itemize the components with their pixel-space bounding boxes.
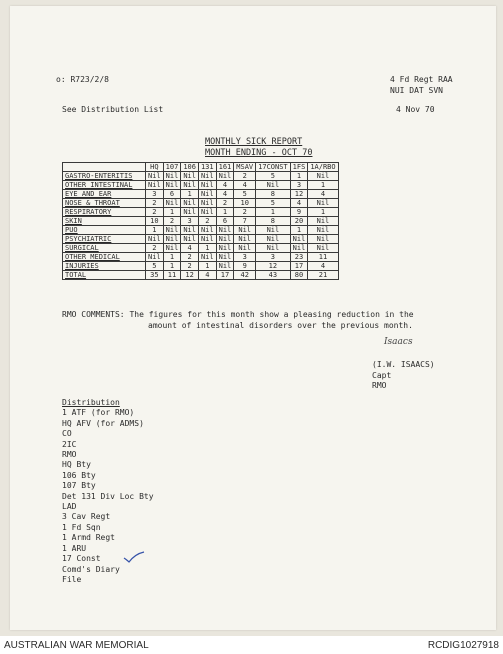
table-cell: 11 <box>163 271 181 280</box>
table-cell: 6 <box>163 190 181 199</box>
table-cell: Nil <box>146 181 164 190</box>
table-cell: 1 <box>308 208 338 217</box>
table-cell: 2 <box>216 199 234 208</box>
table-cell: 1 <box>198 262 216 271</box>
table-row <box>63 208 339 217</box>
table-cell: Nil <box>216 253 234 262</box>
document-date: 4 Nov 70 <box>396 105 435 114</box>
table-cell: Nil <box>181 199 199 208</box>
table-cell: 4 <box>308 262 338 271</box>
signatory-rank: Capt <box>372 371 392 380</box>
distribution-item: CO <box>62 429 72 439</box>
comments-line-2: amount of intestinal disorders over the previous month. <box>148 321 413 330</box>
table-cell: 2 <box>146 244 164 253</box>
table-cell: Nil <box>163 244 181 253</box>
table-cell: Nil <box>163 226 181 235</box>
table-cell: Nil <box>308 172 338 181</box>
distribution-item: RMO <box>62 450 77 460</box>
file-reference: o: R723/2/8 <box>56 75 109 84</box>
table-row <box>63 226 339 235</box>
table-cell: 3 <box>290 181 308 190</box>
table-row <box>63 253 339 262</box>
archive-footer <box>0 636 503 654</box>
distribution-item: 3 Cav Regt <box>62 512 111 522</box>
table-cell: 1 <box>181 190 199 199</box>
column-header: 17CONST <box>256 163 291 172</box>
table-cell: 3 <box>234 253 256 262</box>
distribution-item: 106 Bty <box>62 470 96 480</box>
table-cell: Nil <box>198 181 216 190</box>
report-title: MONTHLY SICK REPORT <box>205 137 303 147</box>
table-cell: Nil <box>163 181 181 190</box>
table-cell: 11 <box>308 253 338 262</box>
table-cell: Nil <box>181 208 199 217</box>
distribution-item: 1 ATF (for RMO) <box>62 408 135 418</box>
table-cell: Nil <box>234 226 256 235</box>
table-cell: Nil <box>216 244 234 253</box>
table-cell: Nil <box>308 217 338 226</box>
table-row <box>63 181 339 190</box>
table-cell: 17 <box>290 262 308 271</box>
table-cell: 17 <box>216 271 234 280</box>
distribution-item: HQ AFV (for ADMS) <box>62 418 144 428</box>
table-cell: 4 <box>198 271 216 280</box>
table-cell: 5 <box>146 262 164 271</box>
table-cell: Nil <box>198 208 216 217</box>
table-cell: 10 <box>146 217 164 226</box>
table-cell: Nil <box>198 190 216 199</box>
table-cell: 4 <box>216 190 234 199</box>
distribution-item: Det 131 Div Loc Bty <box>62 491 154 501</box>
table-cell: Nil <box>308 199 338 208</box>
column-header: 1A/RBO <box>308 163 338 172</box>
table-cell: Nil <box>146 235 164 244</box>
table-cell: 1 <box>290 172 308 181</box>
table-cell: Nil <box>256 181 291 190</box>
table-cell: 8 <box>256 190 291 199</box>
row-category: SURGICAL <box>63 244 146 253</box>
table-cell: 4 <box>308 190 338 199</box>
unit-line-1: 4 Fd Regt RAA <box>390 75 453 84</box>
rmo-comments <box>62 309 414 331</box>
table-cell: Nil <box>234 235 256 244</box>
distribution-item: 1 Armd Regt <box>62 533 115 543</box>
table-cell: Nil <box>181 226 199 235</box>
column-header: 1FS <box>290 163 308 172</box>
table-cell: 4 <box>181 244 199 253</box>
table-cell: 5 <box>234 190 256 199</box>
unit-line-2: NUI DAT SVN <box>390 86 443 95</box>
archive-record-id: RCDIG1027918 <box>427 640 499 651</box>
table-row <box>63 244 339 253</box>
table-cell: 2 <box>198 217 216 226</box>
column-header: HQ <box>146 163 164 172</box>
table-cell: 2 <box>146 208 164 217</box>
row-category: GASTRO-ENTERITIS <box>63 172 146 181</box>
table-cell: 1 <box>198 244 216 253</box>
table-cell: Nil <box>163 199 181 208</box>
table-cell: 12 <box>181 271 199 280</box>
column-header: MSAV <box>234 163 256 172</box>
table-cell: 1 <box>163 253 181 262</box>
table-cell: 4 <box>216 181 234 190</box>
table-cell: Nil <box>216 226 234 235</box>
table-cell: Nil <box>256 235 291 244</box>
table-cell: 8 <box>256 217 291 226</box>
table-cell: 12 <box>290 190 308 199</box>
table-cell: 2 <box>234 208 256 217</box>
table-cell: Nil <box>198 199 216 208</box>
check-mark-icon <box>123 551 145 563</box>
table-cell: 4 <box>290 199 308 208</box>
column-header: 131 <box>198 163 216 172</box>
table-cell: 1 <box>256 208 291 217</box>
comments-label: RMO COMMENTS: <box>62 310 125 319</box>
table-row <box>63 172 339 181</box>
table-cell: Nil <box>216 172 234 181</box>
column-header: 106 <box>181 163 199 172</box>
distribution-item: 2IC <box>62 439 77 449</box>
table-cell: 2 <box>163 217 181 226</box>
table-cell: 7 <box>234 217 256 226</box>
row-category: EYE AND EAR <box>63 190 146 199</box>
table-cell: 2 <box>146 199 164 208</box>
distribution-item: 1 ARU <box>62 543 87 553</box>
table-cell: 1 <box>308 181 338 190</box>
table-cell: 6 <box>216 217 234 226</box>
table-cell: 1 <box>216 208 234 217</box>
row-category: INJURIES <box>63 262 146 271</box>
row-category: OTHER MEDICAL <box>63 253 146 262</box>
column-header <box>63 163 146 172</box>
table-cell: 4 <box>234 181 256 190</box>
distribution-item: 17 Const <box>62 554 101 564</box>
table-cell: 42 <box>234 271 256 280</box>
table-row <box>63 217 339 226</box>
table-cell: Nil <box>308 235 338 244</box>
table-cell: Nil <box>216 235 234 244</box>
row-category: OTHER INTESTINAL <box>63 181 146 190</box>
table-cell: 43 <box>256 271 291 280</box>
table-cell: 3 <box>181 217 199 226</box>
table-cell: Nil <box>256 244 291 253</box>
table-cell: 23 <box>290 253 308 262</box>
table-cell: Nil <box>198 253 216 262</box>
table-cell: Nil <box>146 253 164 262</box>
table-cell: 3 <box>146 190 164 199</box>
table-cell: Nil <box>163 235 181 244</box>
table-cell: Nil <box>181 181 199 190</box>
table-header-row <box>63 163 339 172</box>
table-cell: Nil <box>146 172 164 181</box>
row-category: TOTAL <box>63 271 146 280</box>
table-cell: 21 <box>308 271 338 280</box>
comments-line-1: The figures for this month show a pleasing reduction in the <box>129 310 414 319</box>
table-cell: 1 <box>290 226 308 235</box>
table-cell: 12 <box>256 262 291 271</box>
row-category: SKIN <box>63 217 146 226</box>
table-cell: 80 <box>290 271 308 280</box>
table-row <box>63 271 339 280</box>
table-cell: Nil <box>163 172 181 181</box>
table-cell: Nil <box>308 244 338 253</box>
table-cell: Nil <box>198 235 216 244</box>
table-cell: 2 <box>181 253 199 262</box>
table-row <box>63 190 339 199</box>
table-cell: 1 <box>146 226 164 235</box>
table-cell: Nil <box>181 172 199 181</box>
table-cell: 10 <box>234 199 256 208</box>
table-cell: 5 <box>256 199 291 208</box>
table-cell: Nil <box>198 226 216 235</box>
distribution-item: HQ Bty <box>62 460 91 470</box>
table-cell: Nil <box>256 226 291 235</box>
column-header: 107 <box>163 163 181 172</box>
table-cell: 3 <box>256 253 291 262</box>
table-cell: 2 <box>234 172 256 181</box>
table-cell: 2 <box>181 262 199 271</box>
table-cell: 5 <box>256 172 291 181</box>
table-cell: Nil <box>290 235 308 244</box>
signature-scribble: Isaacs <box>384 337 413 347</box>
distribution-item: Comd's Diary <box>62 564 120 574</box>
table-row <box>63 235 339 244</box>
row-category: NOSE & THROAT <box>63 199 146 208</box>
table-cell: Nil <box>234 244 256 253</box>
row-category: PSYCHIATRIC <box>63 235 146 244</box>
report-title-block <box>205 137 312 159</box>
table-cell: 1 <box>163 262 181 271</box>
distribution-reference: See Distribution List <box>62 105 164 114</box>
distribution-heading: Distribution <box>62 398 120 407</box>
signatory-role: RMO <box>372 381 387 390</box>
table-cell: 9 <box>290 208 308 217</box>
row-category: PUO <box>63 226 146 235</box>
distribution-item: 1 Fd Sqn <box>62 522 101 532</box>
distribution-item: 107 Bty <box>62 481 96 491</box>
signatory-name: (I.W. ISAACS) <box>372 360 435 369</box>
distribution-item: LAD <box>62 502 77 512</box>
archive-name: AUSTRALIAN WAR MEMORIAL <box>4 640 149 651</box>
column-header: 161 <box>216 163 234 172</box>
table-cell: Nil <box>198 172 216 181</box>
table-cell: 35 <box>146 271 164 280</box>
sick-report-table <box>62 162 339 280</box>
table-row <box>63 199 339 208</box>
table-row <box>63 262 339 271</box>
table-cell: Nil <box>181 235 199 244</box>
table-cell: Nil <box>290 244 308 253</box>
distribution-item: File <box>62 574 82 584</box>
table-cell: 1 <box>163 208 181 217</box>
table-cell: Nil <box>308 226 338 235</box>
table-cell: 20 <box>290 217 308 226</box>
row-category: RESPIRATORY <box>63 208 146 217</box>
table-cell: Nil <box>216 262 234 271</box>
table-cell: 9 <box>234 262 256 271</box>
report-subtitle: MONTH ENDING - OCT 70 <box>205 148 313 158</box>
